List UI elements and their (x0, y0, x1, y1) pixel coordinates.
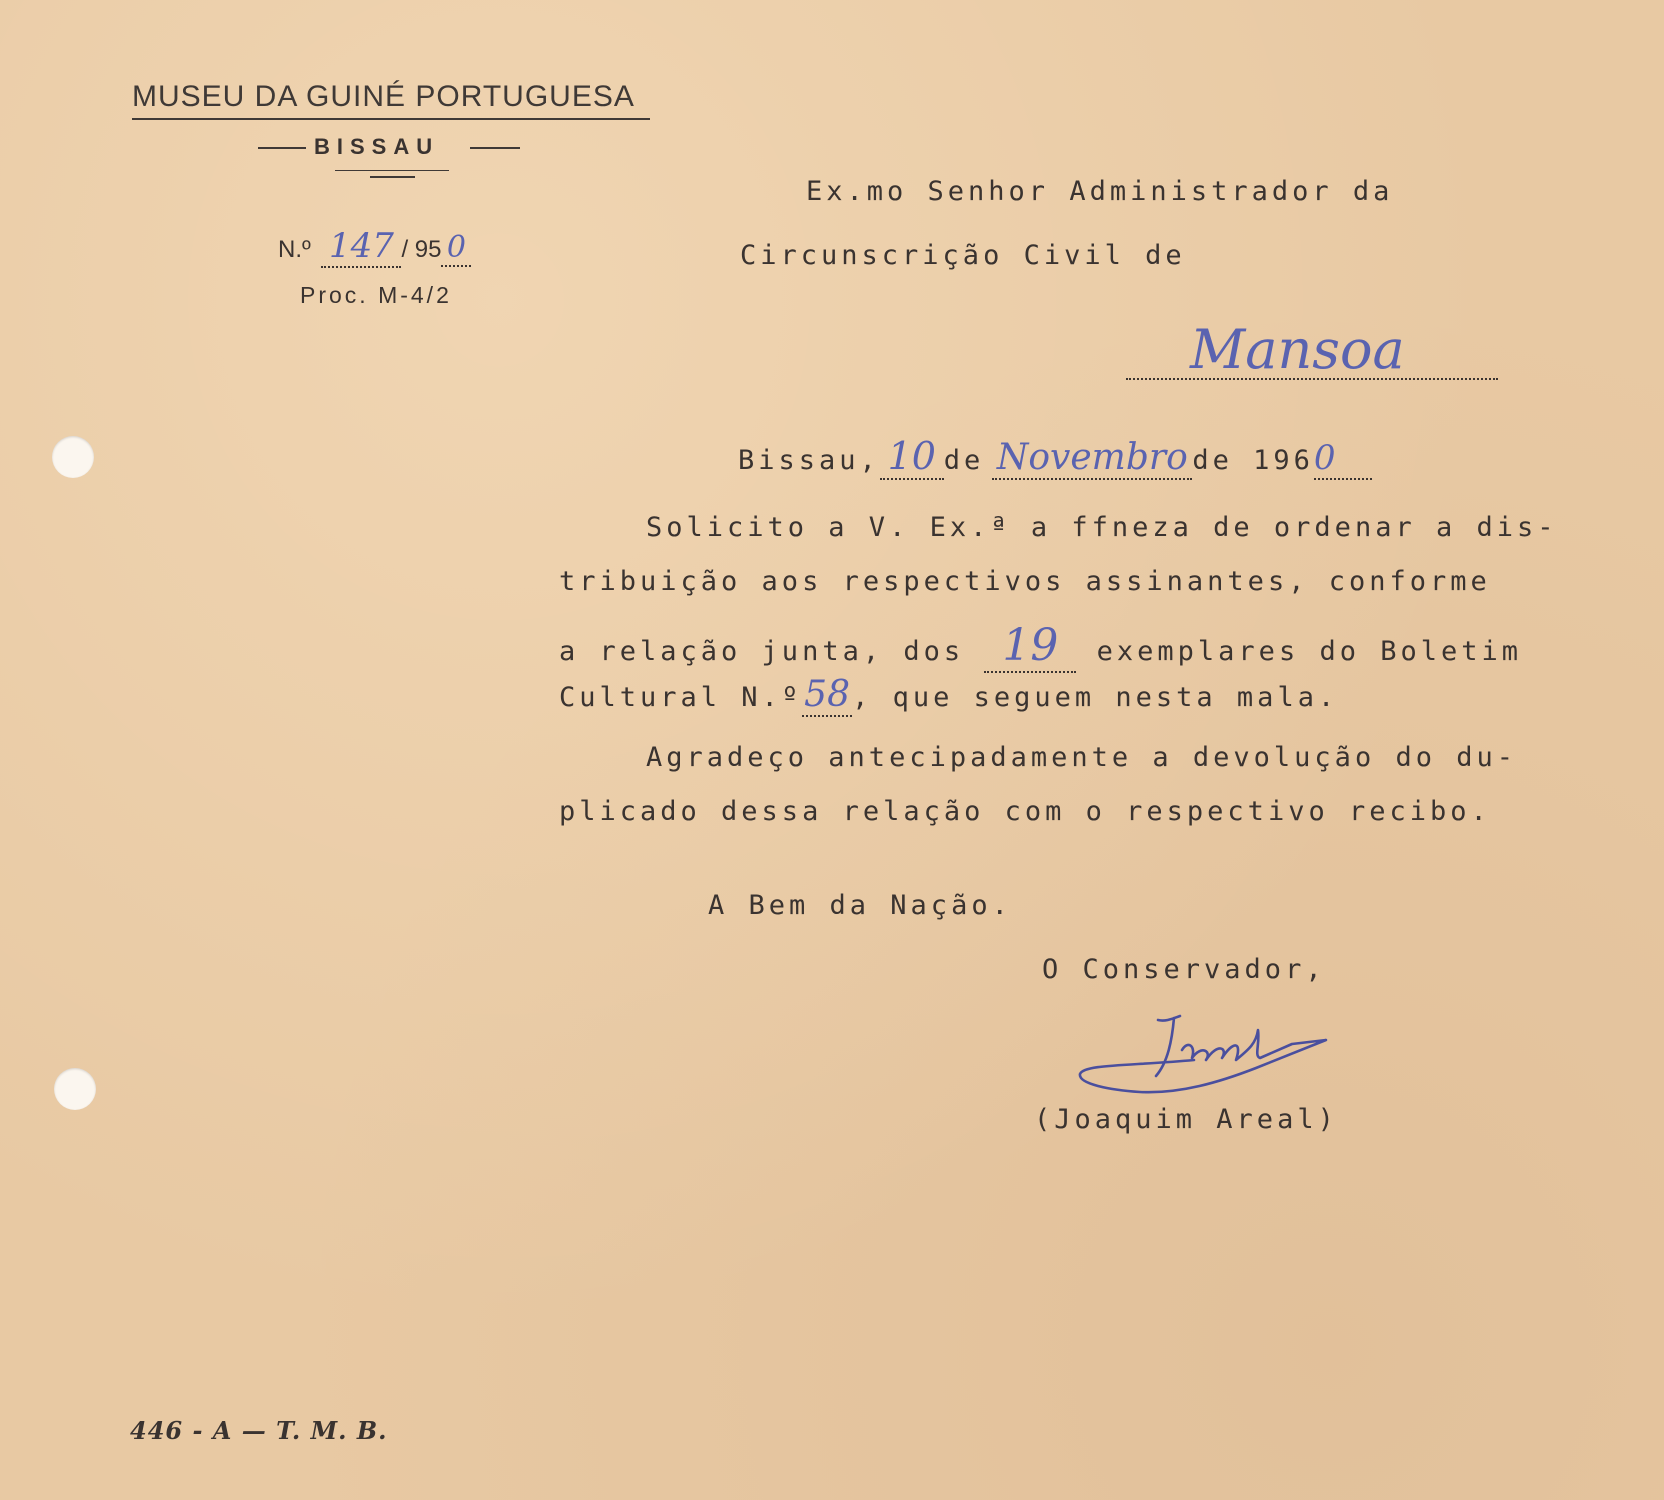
date-month-field (992, 437, 1192, 480)
process-ref: Proc. M-4/2 (300, 282, 452, 308)
addressee-line1: Ex.mo Senhor Administrador da (806, 176, 1394, 207)
city-name: BISSAU (314, 134, 440, 159)
date-month: Novembro (996, 437, 1188, 478)
closing-salutation: A Bem da Nação. (708, 890, 1012, 921)
body-p2-line2: plicado dessa relação com o respectivo recibo. (559, 796, 1491, 827)
body-p1-line3a: a relação junta, dos (559, 636, 965, 667)
body-p2-line1: Agradeço antecipadamente a devolução do du- (646, 742, 1517, 773)
number-handwritten: 147 (328, 226, 394, 266)
body-p1-line4 (559, 674, 1338, 717)
city-dash-right (470, 147, 520, 149)
copies-field (984, 620, 1076, 673)
signature (1070, 1000, 1340, 1110)
number-line (278, 226, 471, 268)
addressee-line2: Circunscrição Civil de (740, 240, 1186, 271)
body-p1-line2: tribuição aos respectivos assinantes, conforme (559, 566, 1491, 597)
body-p1-line4b: , que seguem nesta mala. (852, 682, 1339, 713)
date-day-field (880, 434, 944, 480)
body-p1-line3b: exemplares do Boletim (1096, 636, 1523, 667)
number-prefix: N.º (278, 236, 311, 263)
bulletin-field (802, 674, 852, 717)
bulletin-handwritten: 58 (804, 674, 850, 715)
body-p1-line3 (559, 620, 1522, 673)
place-handwritten: Mansoa (1190, 318, 1405, 381)
form-code: 446 - A — T. M. B. (130, 1416, 388, 1445)
date-day: 10 (887, 434, 936, 478)
number-year-printed: / 95 (401, 236, 442, 263)
date-year-printed: 196 (1253, 445, 1314, 476)
museum-name: MUSEU DA GUINÉ PORTUGUESA (132, 80, 635, 113)
body-p1-line1: Solicito a V. Ex.ª a ffneza de ordenar a dis- (646, 512, 1558, 543)
punch-hole-bottom (54, 1068, 96, 1110)
number-year-field (441, 230, 471, 267)
closing-title: O Conservador, (1042, 954, 1326, 985)
closing-name: (Joaquim Areal) (1034, 1104, 1338, 1135)
date-city: Bissau, (738, 445, 880, 476)
date-year-field (1314, 438, 1372, 480)
punch-hole-top (52, 436, 94, 478)
number-field (321, 226, 401, 268)
city-dash-left (258, 147, 306, 149)
dateline (738, 434, 1372, 480)
city-underline-short (370, 176, 415, 178)
body-p1-line4a: Cultural N.º (559, 682, 803, 713)
letterhead-rule (132, 118, 650, 120)
copies-handwritten: 19 (1002, 620, 1059, 671)
city-underline (335, 170, 449, 171)
date-de2: de (1192, 445, 1233, 476)
date-year-handwritten: 0 (1313, 438, 1336, 478)
date-de1: de (943, 445, 985, 476)
number-year-handwritten: 0 (446, 230, 467, 265)
